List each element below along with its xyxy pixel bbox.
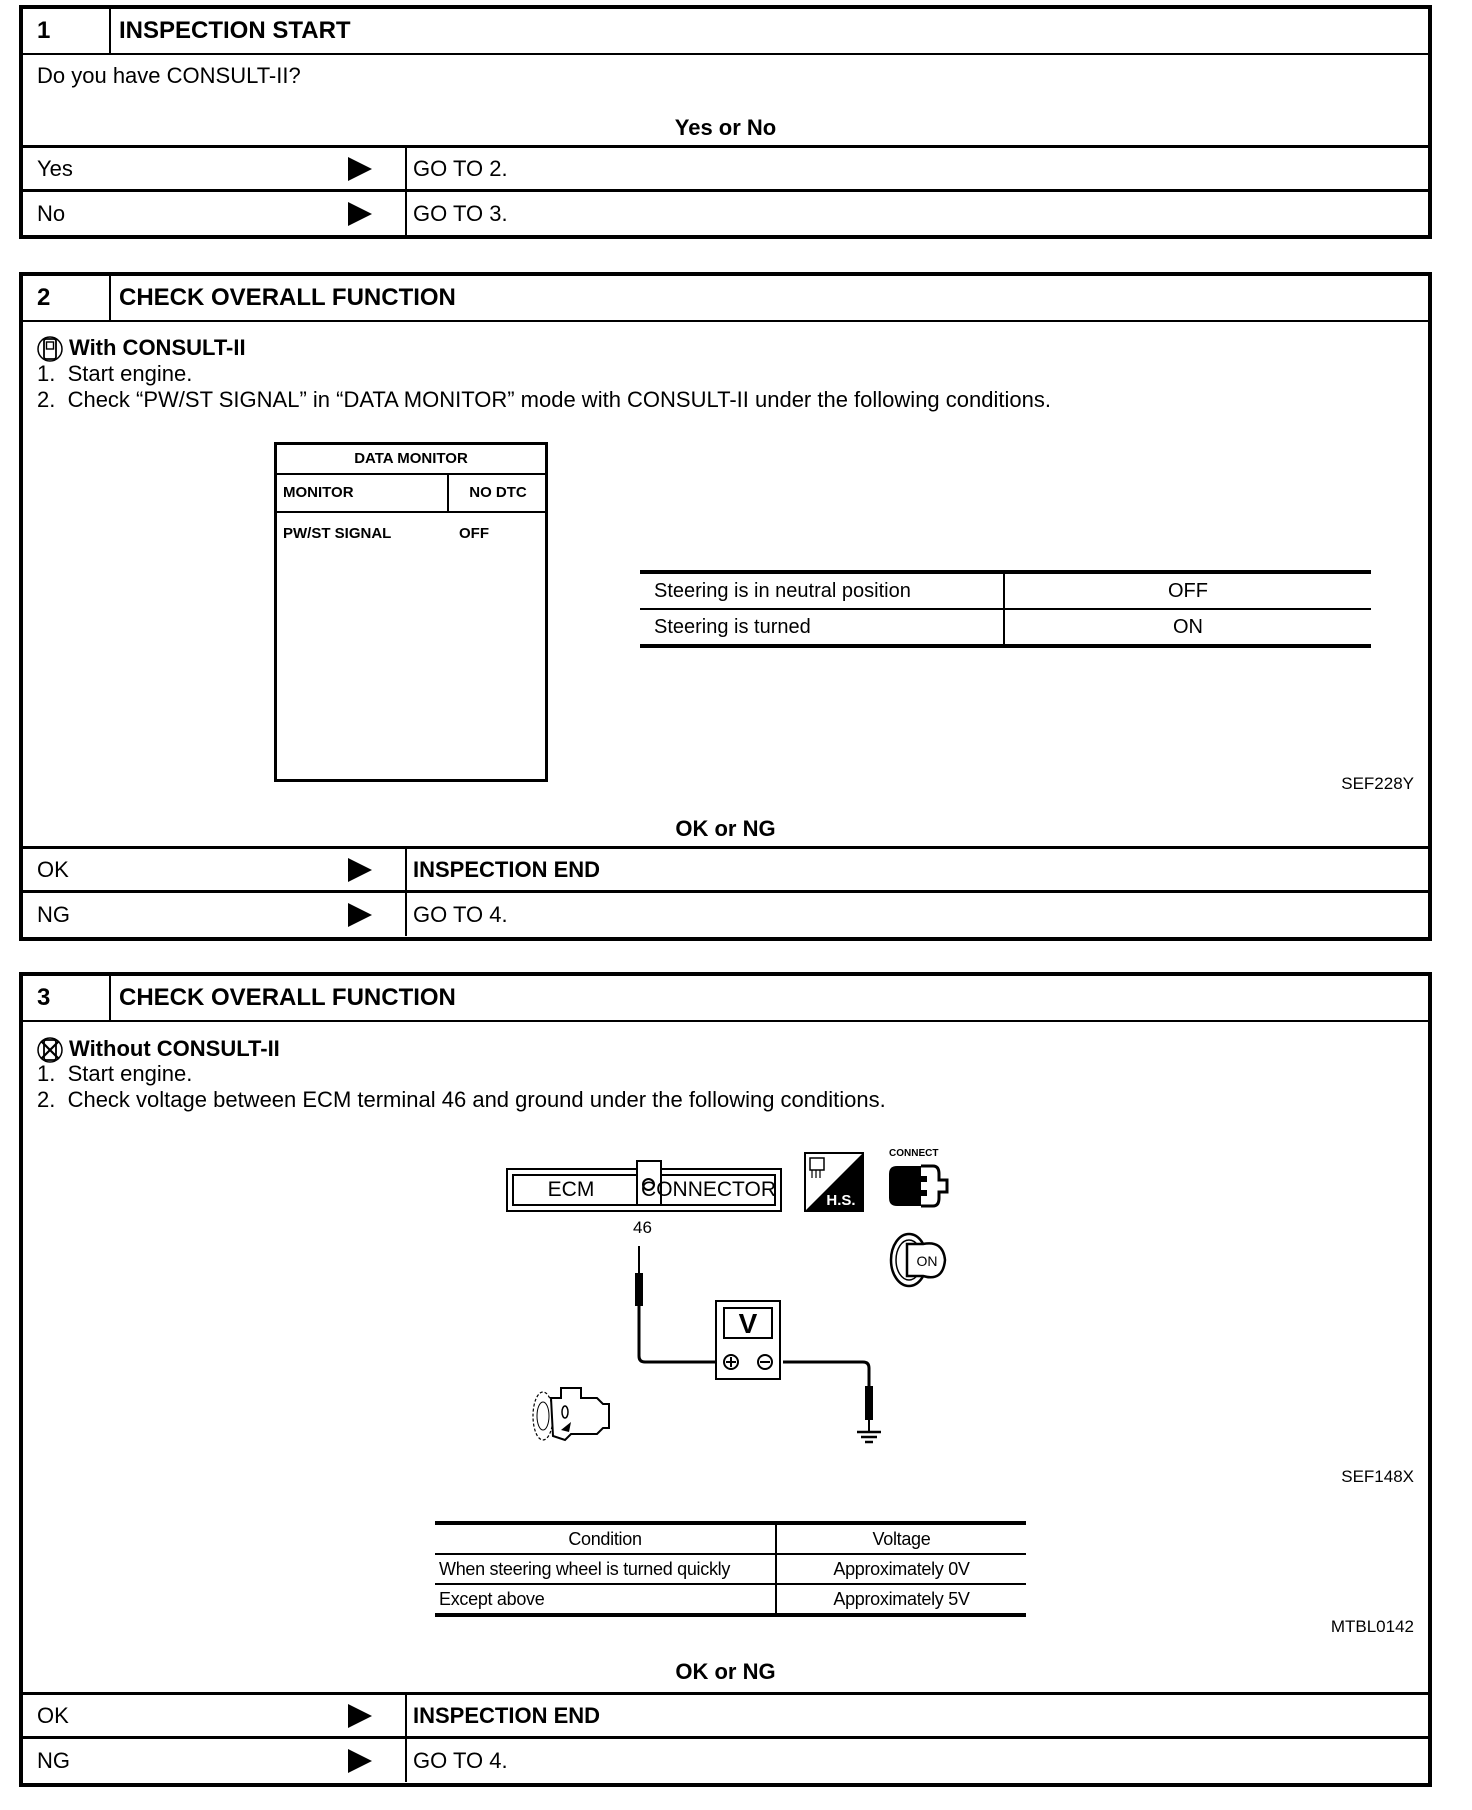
voltage-cell: Approximately 0V (776, 1554, 1026, 1584)
outcome-action-link[interactable]: INSPECTION END (405, 1695, 1428, 1736)
outcome-row-ok[interactable] (23, 846, 1428, 890)
outcome-action-link[interactable]: INSPECTION END (405, 849, 1428, 890)
condition-cell: Steering is in neutral position (640, 572, 1004, 609)
step-instruction: 1. Start engine. (37, 361, 193, 386)
data-monitor-title: DATA MONITOR (277, 445, 545, 475)
outcome-label: No (37, 200, 66, 226)
column-header: Voltage (776, 1523, 1026, 1554)
status-column-header: NO DTC (469, 484, 527, 501)
outcome-action-link[interactable]: GO TO 4. (405, 1739, 1428, 1782)
mode-heading: Without CONSULT-II (69, 1036, 280, 1061)
outcome-row-ng[interactable] (23, 890, 1428, 936)
monitor-column-header: MONITOR (277, 475, 449, 511)
step-instruction: 2. Check “PW/ST SIGNAL” in “DATA MONITOR” mode with CONSULT-II under the following conditions. (37, 387, 1051, 412)
step-number: 3 (23, 976, 111, 1020)
step-2-header (23, 276, 1428, 322)
arrow-right-icon (348, 903, 372, 927)
table-row (640, 572, 1371, 609)
outcome-row-ok[interactable] (23, 1692, 1428, 1736)
step-2-box (19, 272, 1432, 941)
table-row (640, 609, 1371, 646)
arrow-right-icon (348, 858, 372, 882)
divider (277, 511, 545, 513)
monitor-value: OFF (459, 525, 489, 542)
voltage-cell: Approximately 5V (776, 1584, 1026, 1615)
connector-left-label: ECM (547, 1178, 595, 1201)
arrow-right-icon (348, 157, 372, 181)
outcome-row-ng[interactable] (23, 1736, 1428, 1782)
step-title: CHECK OVERALL FUNCTION (119, 284, 456, 311)
terminal-number: 46 (633, 1218, 652, 1237)
table-row (435, 1554, 1026, 1584)
step-3-box (19, 972, 1432, 1787)
harness-side-icon (804, 1152, 864, 1212)
result-prompt: OK or NG (675, 816, 776, 841)
consult-ii-icon (37, 335, 63, 363)
engine-running-icon (531, 1384, 613, 1444)
monitor-item: PW/ST SIGNAL (283, 525, 392, 542)
outcome-label: NG (37, 1747, 70, 1773)
condition-cell: When steering wheel is turned quickly (435, 1554, 776, 1584)
mode-heading: With CONSULT-II (69, 335, 246, 360)
question-text: Do you have CONSULT-II? (37, 63, 301, 88)
connector-right-label: CONNECTOR (641, 1178, 776, 1201)
step-1-box (19, 5, 1432, 239)
column-header: Condition (435, 1523, 776, 1554)
result-prompt: OK or NG (675, 1659, 776, 1684)
outcome-action-link[interactable]: GO TO 3. (405, 192, 1428, 235)
step-instruction: 1. Start engine. (37, 1061, 193, 1086)
svg-text:ON: ON (916, 1253, 938, 1269)
table-ref: MTBL0142 (1330, 1617, 1414, 1636)
steering-condition-table (640, 570, 1371, 648)
step-instruction: 2. Check voltage between ECM terminal 46 and ground under the following conditions. (37, 1087, 886, 1112)
figure-ref: SEF228Y (1341, 774, 1414, 793)
ignition-key-on-icon (887, 1230, 951, 1290)
step-1-header (23, 9, 1428, 55)
outcome-label: OK (37, 1702, 69, 1728)
step-title: CHECK OVERALL FUNCTION (119, 984, 456, 1011)
arrow-right-icon (348, 202, 372, 226)
arrow-right-icon (348, 1704, 372, 1728)
outcome-label: NG (37, 901, 70, 927)
arrow-right-icon (348, 1749, 372, 1773)
result-prompt: Yes or No (674, 115, 777, 140)
outcome-label: OK (37, 856, 69, 882)
connector-connect-icon (887, 1162, 951, 1210)
outcome-action-link[interactable]: GO TO 2. (405, 148, 1428, 189)
outcome-label: Yes (37, 155, 73, 181)
outcome-action-link[interactable]: GO TO 4. (405, 893, 1428, 936)
data-monitor-screen (274, 442, 548, 782)
outcome-row-no[interactable] (23, 189, 1428, 235)
voltage-spec-table (435, 1521, 1026, 1617)
table-header-row (435, 1523, 1026, 1554)
value-cell: OFF (1004, 572, 1371, 609)
svg-text:V: V (738, 1308, 758, 1339)
value-cell: ON (1004, 609, 1371, 646)
condition-cell: Steering is turned (640, 609, 1004, 646)
table-row (435, 1584, 1026, 1615)
figure-ref: SEF148X (1341, 1467, 1414, 1486)
step-number: 1 (23, 9, 111, 53)
connect-label: CONNECT (889, 1148, 939, 1159)
voltmeter-icon (715, 1300, 781, 1380)
svg-text:H.S.: H.S. (826, 1192, 856, 1209)
condition-cell: Except above (435, 1584, 776, 1615)
outcome-row-yes[interactable] (23, 145, 1428, 189)
step-number: 2 (23, 276, 111, 320)
step-title: INSPECTION START (119, 17, 351, 44)
